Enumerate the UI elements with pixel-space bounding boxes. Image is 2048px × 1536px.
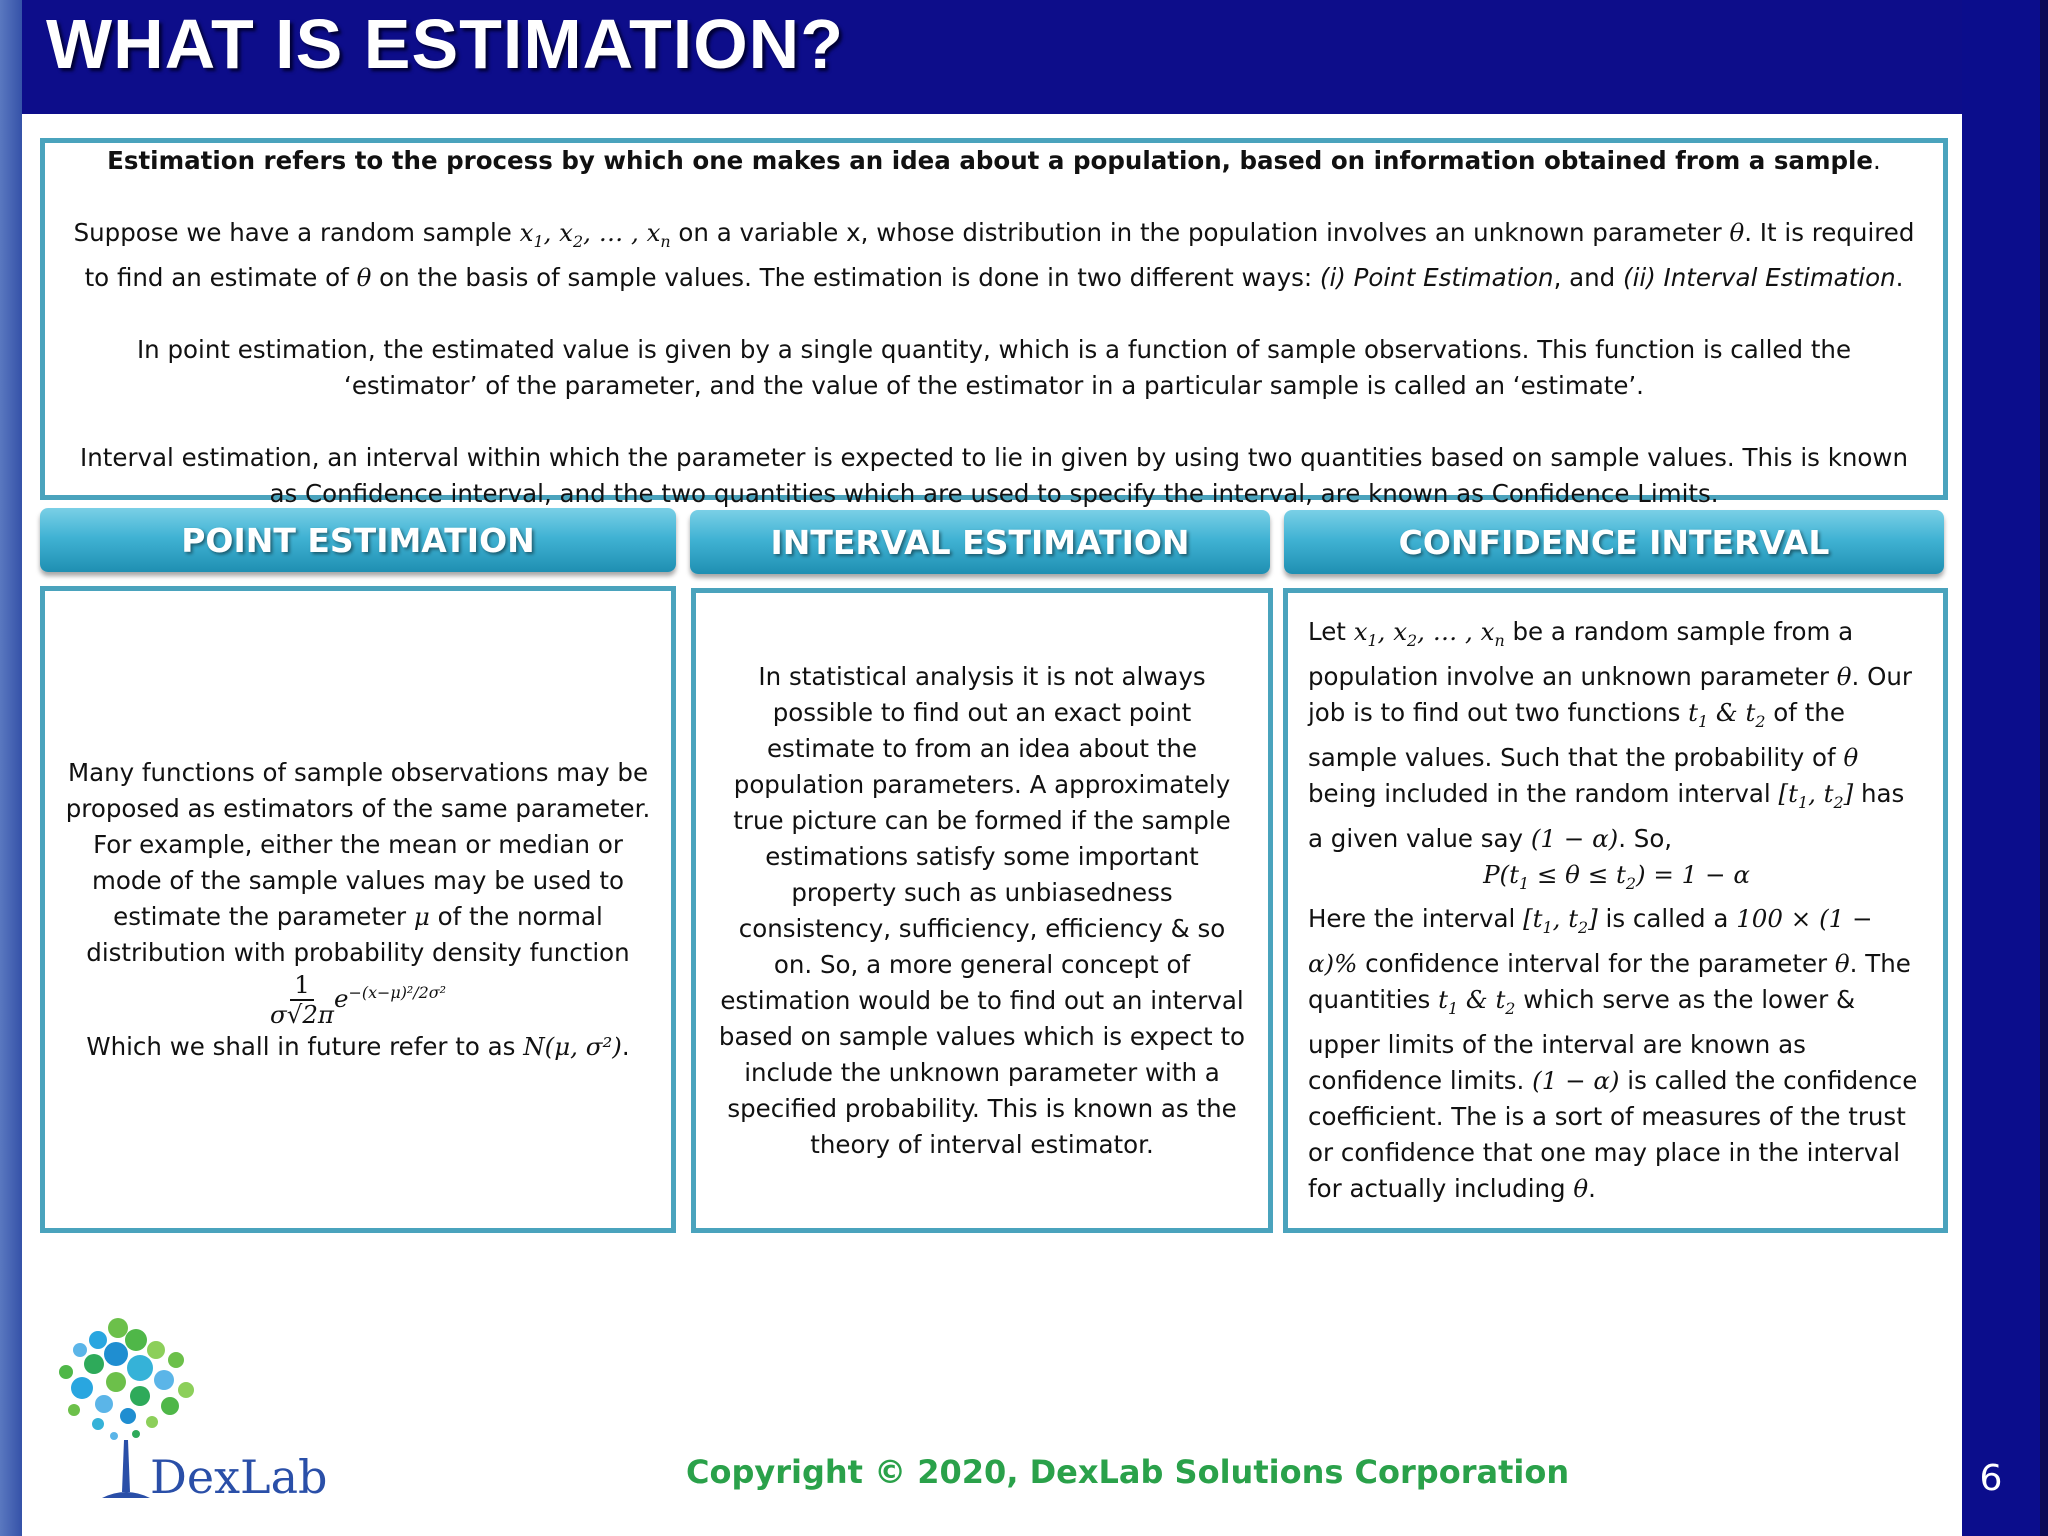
header-point-estimation: POINT ESTIMATION (40, 508, 676, 572)
ci-t1-t2-2: $t_1$ & $t_2$ (1438, 985, 1516, 1019)
ci-t10: confidence interval for the parameter (1357, 949, 1835, 979)
left-edge-strip (0, 0, 22, 1536)
point-text-c: Which we shall in future refer to as (86, 1031, 524, 1061)
intro-paragraph-sample (67, 215, 1921, 296)
intro-p2-and: , and (1553, 262, 1624, 292)
confidence-interval-text (1288, 614, 1943, 1207)
point-estimation-box (40, 586, 676, 1233)
ci-t1: Let (1308, 616, 1354, 646)
point-text-end: . (621, 1031, 630, 1061)
intro-paragraph-point: In point estimation, the estimated value is given by a single quantity, which is a function of sample observations. This function is called the ‘estimator’ of the parameter, and the value of the estimator in a particular sample is called an ‘estimate’. (136, 334, 1852, 400)
intro-text (45, 143, 1943, 512)
intro-p2-b: on a variable x, whose distribution in the population involves an unknown parameter (670, 218, 1730, 247)
ci-t1-t2: $t_1$ & $t_2$ (1688, 697, 1766, 731)
ci-interval-1: [$t_1$, $t_2$] (1778, 778, 1854, 812)
ci-percent-level: 100 × (1 − α)% (1308, 904, 1873, 979)
confidence-interval-box (1283, 588, 1948, 1233)
ci-theta-1: θ (1836, 661, 1852, 691)
ci-t11: . The quantities (1308, 949, 1911, 1015)
normal-pdf-formula (63, 971, 653, 1029)
ci-theta-3: θ (1834, 949, 1850, 979)
slide-title: WHAT IS ESTIMATION? (46, 5, 844, 83)
header-interval-estimation: INTERVAL ESTIMATION (690, 510, 1270, 574)
point-text-a: Many functions of sample observations may be proposed as estimators of the same parameter. For example, either the mean or median or mode of the sample values may be used to estimate the parameter (65, 757, 651, 931)
ci-theta-4: θ (1573, 1174, 1589, 1204)
ci-one-minus-alpha-1: (1 − α) (1530, 823, 1619, 853)
interval-estimation-paragraph: In statistical analysis it is not always possible to find out an exact point estimate to from an idea about the population parameters. A approximately true picture can be formed if the sample estimations satisfy some important property such as unbiasedness consistency, sufficiency, efficiency & so on. So, a more general concept of estimation would be to find out an interval based on sample values which is expect to include the unknown parameter with a specified probability. This is known as the theory of interval estimator. (718, 661, 1246, 1159)
point-estimation-text (45, 755, 671, 1065)
intro-p2-d: on the basis of sample values. The estimation is done in two different ways: (371, 262, 1320, 292)
pdf-numerator: 1 (290, 971, 314, 1001)
ci-probability-equation: $P(t_1 \le \theta \le t_2) = 1 - \alpha$ (1483, 859, 1750, 893)
logo-wordmark: DexLab (150, 1450, 328, 1504)
pdf-denominator: σ√2π (270, 999, 335, 1029)
ci-t9: is called a (1597, 904, 1737, 934)
intro-lead-bold: Estimation refers to the process by which one makes an idea about a population, based on information obtained from a sample (107, 146, 1874, 175)
normal-notation: N(μ, σ²) (523, 1031, 622, 1061)
intro-lead-end: . (1873, 146, 1881, 175)
slide-number: 6 (1979, 1458, 2003, 1499)
ci-t3: . Our job is to find out two functions (1308, 661, 1912, 727)
interval-estimation-box (691, 588, 1273, 1233)
ci-t2: be a random sample from a population involve an unknown parameter (1308, 616, 1854, 691)
intro-interval-estimation-term: (ii) Interval Estimation (1623, 262, 1896, 292)
intro-point-estimation-term: (i) Point Estimation (1319, 262, 1554, 292)
pdf-exponential: e (334, 983, 349, 1013)
intro-p2-end: . (1895, 262, 1904, 292)
header-confidence-interval: CONFIDENCE INTERVAL (1284, 510, 1944, 574)
intro-lead (67, 143, 1921, 179)
ci-t14: . (1588, 1174, 1596, 1204)
point-mu: μ (413, 901, 430, 931)
ci-t13: is called the confidence coefficient. The is a sort of measures of the trust or confidence that one may place in the interval for actually including (1308, 1066, 1918, 1204)
intro-p2-a: Suppose we have a random sample (73, 218, 520, 247)
interval-estimation-text (696, 659, 1268, 1163)
ci-t8: Here the interval (1308, 904, 1524, 934)
copyright-notice: Copyright © 2020, DexLab Solutions Corporation (686, 1453, 1570, 1491)
ci-t12: which serve as the lower & upper limits of the interval are known as confidence limits. (1308, 985, 1856, 1096)
ci-one-minus-alpha-2: (1 − α) (1532, 1066, 1620, 1096)
ci-t5: being included in the random interval (1308, 778, 1779, 808)
intro-box (40, 138, 1948, 508)
intro-theta: θ (1729, 218, 1745, 247)
ci-t4: of the sample values. Such that the probability of (1308, 697, 1845, 772)
intro-sample-notation: $x_1$, $x_2$, … , $x_n$ (519, 218, 671, 251)
point-text-b: of the normal distribution with probability density function (86, 901, 630, 967)
ci-sample-notation: $x_1$, $x_2$, … , $x_n$ (1353, 616, 1505, 650)
ci-interval-2: [$t_1$, $t_2$] (1523, 904, 1598, 938)
pdf-exponent: −(x−μ)²/2σ² (348, 982, 446, 1002)
pdf-fraction (270, 971, 334, 1029)
ci-theta-2: θ (1843, 742, 1859, 772)
right-band (1962, 0, 2048, 1536)
ci-t7: . So, (1618, 823, 1673, 853)
intro-paragraph-interval: Interval estimation, an interval within which the parameter is expected to lie in given by using two quantities based on sample values. This is known as Confidence interval, and the two quantities which are used to specify the interval, are known as Confidence Limits. (80, 442, 1908, 508)
ci-t6: has a given value say (1308, 778, 1905, 853)
right-edge (2040, 0, 2048, 1536)
intro-theta-2: θ (356, 262, 372, 292)
intro-p2-c: . It is required to find an estimate of (84, 218, 1915, 292)
